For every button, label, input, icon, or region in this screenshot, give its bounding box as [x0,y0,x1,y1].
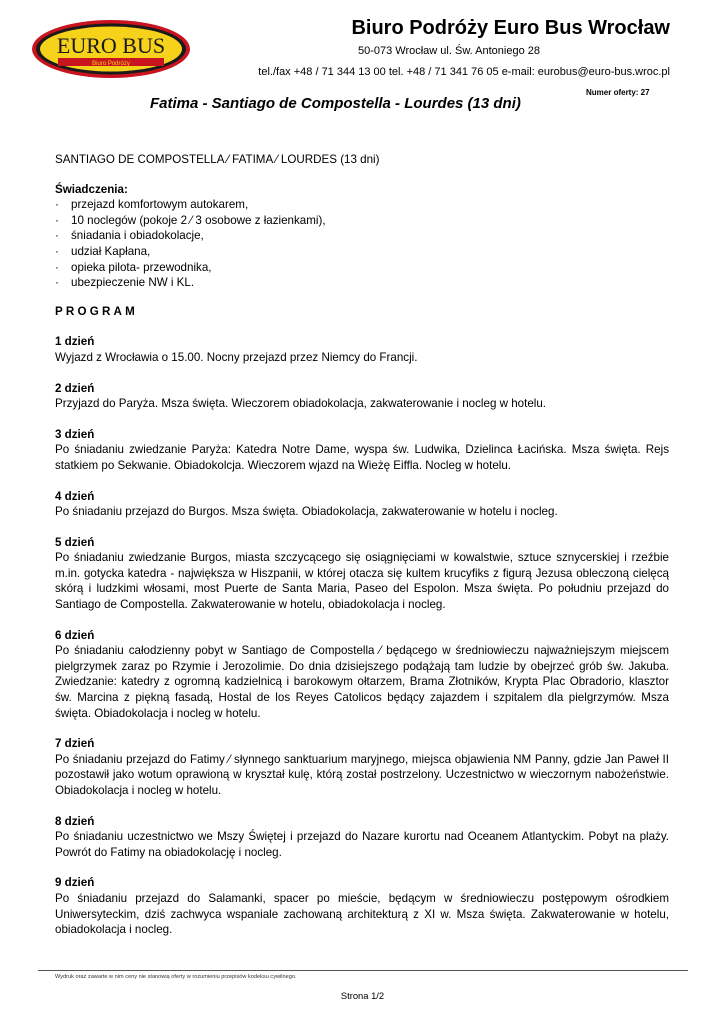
company-header [200,14,670,80]
bullet: · [55,276,59,290]
page-number: Strona 1/2 [340,990,385,1001]
list-item [55,228,669,244]
service-text: opieka pilota- przewodnika, [71,260,212,274]
day-text: Po śniadaniu uczestnictwo we Mszy Świętej i przejazd do Nazare kurortu nad Oceanem Atlantyckim. Pobyt na plaży. Powrót do Fatimy na obiadokolację i nocleg. [55,830,669,859]
offer-number: Numer oferty: 27 [586,88,650,97]
bullet: · [55,198,59,212]
day-text: Po śniadaniu przejazd do Fatimy ⁄ słynnego sanktuarium maryjnego, miejsca objawienia NM Panny, gdzie Jan Paweł II pozostawił jako wotum oprawioną w kryształ kulę, którą został postrzelony. Uczestnictwo w wieczornym nabożeństwie. Obiadokolacja i nocleg w hotelu. [55,752,669,797]
day-text: Po śniadaniu całodzienny pobyt w Santiago de Compostella ⁄ będącego w średniowieczu najważniejszym miejscem pielgrzymek zaraz po Rzymie i Jerozolimie. Do dnia dzisiejszego podążają tam ludzie by obejrzeć grób św. Jakuba. Zwiedzanie: katedry z ogromną kadzielnicą i barokowym ołtarzem, Brama Złotników, Krypta Plac Obradorio, klasztor św. Marcina z piękną fasadą, Hostal de los Reyes Catolicos będący zajazdem i szpitalem dla pielgrzymów. Msza święta. Obiadokolacja i nocleg w hotelu. [55,644,669,720]
footer-note: Wydruk oraz zawarte w nim ceny nie stanowią oferty w rozumieniu przepisów kodeksu cywilnego. [55,974,297,980]
day-title: 5 dzień [55,535,95,549]
service-text: 10 noclegów (pokoje 2 ⁄ 3 osobowe z łazienkami), [71,213,326,227]
company-address: 50-073 Wrocław ul. Św. Antoniego 28 [357,45,540,57]
day-title: 7 dzień [55,737,95,751]
list-item [55,197,669,213]
program-heading: PROGRAM [55,304,138,318]
day-section [55,427,669,474]
day-text: Po śniadaniu przejazd do Burgos. Msza święta. Obiadokolacja, zakwaterowanie w hotelu i nocleg. [55,505,558,519]
company-contact: tel./fax +48 / 71 344 13 00 tel. +48 / 71 341 76 05 e-mail: eurobus@euro-bus.wroc.pl [258,66,670,78]
service-text: śniadania i obiadokolacje, [71,229,204,243]
bullet: · [55,229,59,243]
company-logo [30,18,192,80]
day-section [55,535,669,613]
list-item [55,275,669,291]
day-section [55,875,669,937]
services-heading: Świadczenia: [55,182,128,196]
day-text: Wyjazd z Wrocławia o 15.00. Nocny przejazd przez Niemcy do Francji. [55,350,418,364]
offer-content [55,152,669,938]
day-section [55,736,669,798]
day-title: 1 dzień [55,335,95,349]
list-item [55,260,669,276]
logo-emblem [30,18,192,80]
service-text: ubezpieczenie NW i KL. [71,276,195,290]
day-title: 3 dzień [55,427,95,441]
day-text: Po śniadaniu zwiedzanie Burgos, miasta szczycącego się osiągnięciami w kowalstwie, sztuce sznycerskiej i rzeźbie m.in. gotycka katedra - największa w Hiszpanii, w której otacza się kultem krucyfiks z figurą Jezusa obleczoną cielęcą skórą i ludzkimi włosami, most Puerte de Santa Maria, Paseo del Espolon. Msza święta. Po południu przejazd do Santiago de Compostella. Zakwaterowanie w hotelu, obiadokolacja i nocleg. [55,551,669,612]
footer-divider [38,970,688,971]
day-section [55,334,669,365]
day-section [55,628,669,722]
day-title: 4 dzień [55,489,95,503]
route-line: SANTIAGO DE COMPOSTELLA ⁄ FATIMA ⁄ LOURDES (13 dni) [55,153,380,166]
bullet: · [55,244,59,258]
list-item [55,244,669,260]
day-section [55,489,669,520]
services-list [55,197,669,291]
day-title: 2 dzień [55,381,95,395]
service-text: udział Kapłana, [71,244,151,258]
day-title: 9 dzień [55,876,95,890]
day-text: Przyjazd do Paryża. Msza święta. Wieczorem obiadokolacja, zakwaterowanie i nocleg w hotelu. [55,397,547,411]
bullet: · [55,213,59,227]
list-item [55,213,669,229]
trip-title: Fatima - Santiago de Compostella - Lourdes (13 dni) [150,95,521,112]
day-text: Po śniadaniu przejazd do Salamanki, spacer po mieście, będącym w średniowieczu postępowym ośrodkiem Uniwersyteckim, dziś zachwyca wspaniale zachowaną architekturą z XI w. Msza święta. Zakwaterowanie w hotelu, obiadokolacja i nocleg. [55,891,669,937]
day-text: Po śniadaniu zwiedzanie Paryża: Katedra Notre Dame, wyspa św. Ludwika, Dzielinca Łacińska. Msza święta. Rejs statkiem po Sekwanie. Obiadokolcja. Wieczorem wjazd na Wieżę Eiffla. Nocleg w hotelu. [55,443,669,472]
day-section [55,381,669,412]
day-section [55,814,669,861]
service-text: przejazd komfortowym autokarem, [71,198,249,212]
day-title: 6 dzień [55,628,95,642]
bullet: · [55,260,59,274]
company-name: Biuro Podróży Euro Bus Wrocław [351,17,670,39]
logo-subtext: Biuro Podróży [92,61,130,67]
day-title: 8 dzień [55,814,95,828]
logo-text: EURO BUS [56,33,166,58]
